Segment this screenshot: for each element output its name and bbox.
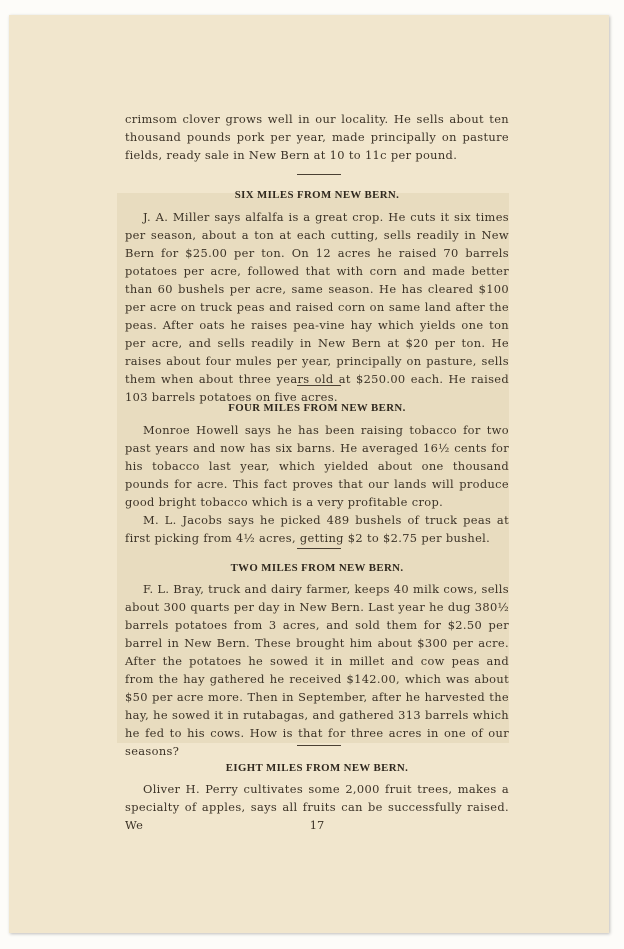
paragraph: Monroe Howell says he has been raising tobacco for two past years and now has six barns. He averaged 16½ cents for his tobacco last year, which yielded about one thousand pounds for acre. This fact proves that our lands will produce good bright tobacco which is a very profitable crop. xyxy=(125,423,509,509)
divider-rule xyxy=(297,745,341,746)
intro-text: crimsom clover grows well in our locality. He sells about ten thousand pounds pork per year, made principally on pasture fields, ready sale in New Bern at 10 to 11c per pound. xyxy=(125,112,509,162)
paragraph: Oliver H. Perry cultivates some 2,000 fruit trees, makes a specialty of apples, says all fruits can be successfully raised. We xyxy=(125,782,509,832)
paragraph: F. L. Bray, truck and dairy farmer, keeps 40 milk cows, sells about 300 quarts per day in New Bern. Last year he dug 380½ barrels potatoes from 3 acres, and sold them for $2.50 per barrel in New Bern. These brought him about $300 per acre. After the potatoes he sowed it in millet and cow peas and from the hay gathered he received $142.00, which was about $50 per acre more. Then in September, after he harvested the hay, he sowed it in rutabagas, and gathered 313 barrels which he fed to his cows. How is that for three acres in one of our seasons? xyxy=(125,582,509,758)
section-heading-two-miles: TWO MILES FROM NEW BERN. xyxy=(230,562,404,574)
divider-rule xyxy=(297,548,341,549)
paragraph: J. A. Miller says alfalfa is a great crop. He cuts it six times per season, about a ton at each cutting, sells readily in New Bern for $25.00 per ton. On 12 acres he raised 70 barrels potatoes per acre, followed that with corn and made better than 60 bushels per acre, same season. He has cleared $100 per acre on truck peas and raised corn on same land after the peas. After oats he raises pea-vine hay which yields one ton per acre, and sells readily in New Bern at $20 per ton. He raises about four mules per year, principally on pasture, sells them when about three years old at $250.00 each. He raised 103 barrels potatoes on five acres. xyxy=(125,210,509,404)
section-heading-four-miles: FOUR MILES FROM NEW BERN. xyxy=(228,402,406,414)
section-heading-eight-miles: EIGHT MILES FROM NEW BERN. xyxy=(225,762,409,774)
section-body-six-miles xyxy=(125,208,509,406)
section-body-four-miles xyxy=(125,421,509,547)
divider-rule xyxy=(297,174,341,175)
intro-paragraph xyxy=(125,110,509,164)
divider-rule xyxy=(297,385,341,386)
section-heading-six-miles: SIX MILES FROM NEW BERN. xyxy=(234,189,400,201)
section-body-two-miles xyxy=(125,580,509,760)
page-number: 17 xyxy=(309,818,325,832)
paragraph: M. L. Jacobs says he picked 489 bushels of truck peas at first picking from 4½ acres, getting $2 to $2.75 per bushel. xyxy=(125,513,509,545)
